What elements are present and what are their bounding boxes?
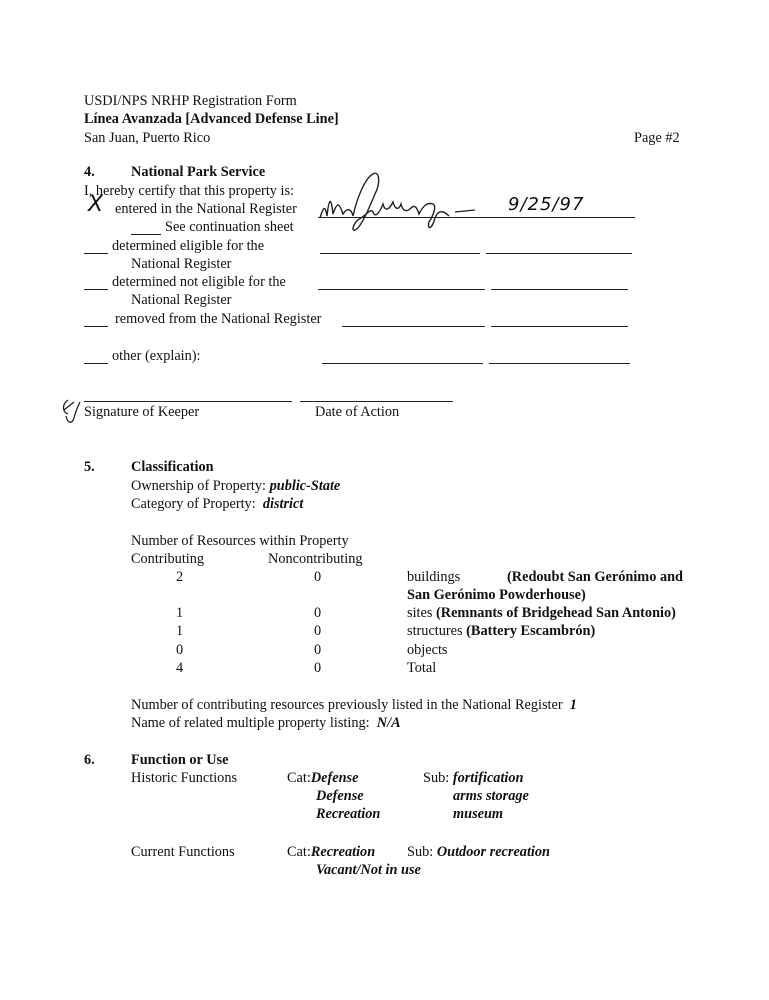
- objects-contributing: 0: [176, 642, 184, 658]
- option-removed-label: removed from the National Register: [115, 311, 322, 327]
- handwritten-check-mark: X: [88, 192, 104, 217]
- historic-cat-1: [287, 769, 358, 787]
- entered-signature-line: [318, 217, 635, 218]
- other-blank-line: [84, 363, 108, 364]
- continuation-blank-line: [131, 234, 161, 235]
- not-eligible-blank-line: [84, 289, 108, 290]
- historic-cat-3-value: Recreation: [316, 806, 381, 822]
- eligible-signature-line: [320, 253, 480, 254]
- multiple-property-row: [131, 714, 401, 732]
- structures-label: structures: [407, 623, 463, 639]
- historic-sub-1: [423, 769, 524, 787]
- category-label: Category of Property:: [131, 496, 256, 512]
- section-6-title: Function or Use: [131, 752, 229, 768]
- noncontributing-column-header: Noncontributing: [268, 551, 363, 567]
- sub-prefix: Sub:: [423, 770, 450, 786]
- objects-label: objects: [407, 642, 448, 658]
- form-title: USDI/NPS NRHP Registration Form: [84, 93, 297, 109]
- category-value: district: [262, 496, 304, 512]
- option-not-eligible-label-2: National Register: [131, 292, 232, 308]
- multiple-property-value: N/A: [376, 715, 401, 731]
- removed-date-line: [491, 326, 628, 327]
- buildings-contributing: 2: [176, 569, 184, 585]
- section-4-number: 4.: [84, 164, 95, 180]
- ownership-label: Ownership of Property:: [131, 478, 267, 494]
- previously-listed-label: Number of contributing resources previously listed in the National Register: [131, 697, 563, 713]
- structures-detail: (Battery Escambrón): [466, 623, 596, 639]
- handwritten-date: 9/25/97: [508, 194, 585, 215]
- current-cat-2-value: Vacant/Not in use: [316, 862, 421, 878]
- continuation-sheet-label: See continuation sheet: [165, 219, 294, 235]
- not-eligible-signature-line: [318, 289, 485, 290]
- previously-listed-row: [131, 696, 577, 714]
- category-row: [131, 495, 303, 513]
- buildings-label: buildings: [407, 569, 461, 585]
- contributing-column-header: Contributing: [131, 551, 205, 567]
- removed-signature-line: [342, 326, 485, 327]
- buildings-detail-line2: San Gerónimo Powderhouse): [407, 587, 586, 603]
- ownership-row: [131, 477, 340, 495]
- total-contributing: 4: [176, 660, 184, 676]
- ownership-value: public-State: [269, 478, 341, 494]
- sites-noncontributing: 0: [314, 605, 322, 621]
- date-of-action-line: [300, 401, 453, 402]
- sites-contributing: 1: [176, 605, 184, 621]
- current-sub-1: [407, 843, 550, 861]
- historic-sub-3-value: museum: [453, 806, 504, 822]
- option-entered-label: entered in the National Register: [115, 201, 297, 217]
- cat-prefix: Cat:: [287, 844, 311, 860]
- previously-listed-value: 1: [569, 697, 577, 713]
- date-of-action-label: Date of Action: [315, 404, 400, 420]
- not-eligible-date-line: [491, 289, 628, 290]
- removed-blank-line: [84, 326, 108, 327]
- current-cat-1-value: Recreation: [310, 844, 376, 860]
- other-date-line: [489, 363, 630, 364]
- structures-noncontributing: 0: [314, 623, 322, 639]
- buildings-noncontributing: 0: [314, 569, 322, 585]
- sites-row-text: [407, 604, 676, 622]
- section-4-title: National Park Service: [131, 164, 266, 180]
- property-name: Línea Avanzada [Advanced Defense Line]: [84, 111, 339, 127]
- eligible-date-line: [486, 253, 632, 254]
- sites-label: sites: [407, 605, 433, 621]
- section-5-title: Classification: [131, 459, 214, 475]
- other-signature-line: [322, 363, 483, 364]
- option-not-eligible-label: determined not eligible for the: [112, 274, 286, 290]
- option-eligible-label: determined eligible for the: [112, 238, 265, 254]
- certify-statement: I, hereby certify that this property is:: [84, 183, 295, 199]
- keeper-signature-line: [84, 401, 292, 402]
- handwritten-initials: [58, 396, 82, 426]
- multiple-property-label: Name of related multiple property listing:: [131, 715, 370, 731]
- structures-row-text: [407, 622, 595, 640]
- sites-detail: (Remnants of Bridgehead San Antonio): [436, 605, 676, 621]
- page-number: Page #2: [634, 130, 680, 146]
- property-location: San Juan, Puerto Rico: [84, 130, 211, 146]
- historic-cat-2-value: Defense: [316, 788, 364, 804]
- structures-contributing: 1: [176, 623, 184, 639]
- keeper-signature: [315, 168, 485, 238]
- option-eligible-label-2: National Register: [131, 256, 232, 272]
- historic-sub-1-value: fortification: [452, 770, 524, 786]
- signature-of-keeper-label: Signature of Keeper: [84, 404, 200, 420]
- option-other-label: other (explain):: [112, 348, 201, 364]
- historic-sub-2-value: arms storage: [453, 788, 529, 804]
- historic-functions-label: Historic Functions: [131, 770, 238, 786]
- section-6-number: 6.: [84, 752, 95, 768]
- section-5-number: 5.: [84, 459, 95, 475]
- current-sub-1-value: Outdoor recreation: [436, 844, 551, 860]
- resources-heading: Number of Resources within Property: [131, 533, 349, 549]
- eligible-blank-line: [84, 253, 108, 254]
- buildings-detail: (Redoubt San Gerónimo and: [507, 569, 683, 585]
- cat-prefix: Cat:: [287, 770, 311, 786]
- sub-prefix: Sub:: [407, 844, 434, 860]
- total-label: Total: [407, 660, 437, 676]
- buildings-row-text: [407, 568, 683, 586]
- current-functions-label: Current Functions: [131, 844, 235, 860]
- historic-cat-1-value: Defense: [310, 770, 359, 786]
- total-noncontributing: 0: [314, 660, 322, 676]
- current-cat-1: [287, 843, 375, 861]
- objects-noncontributing: 0: [314, 642, 322, 658]
